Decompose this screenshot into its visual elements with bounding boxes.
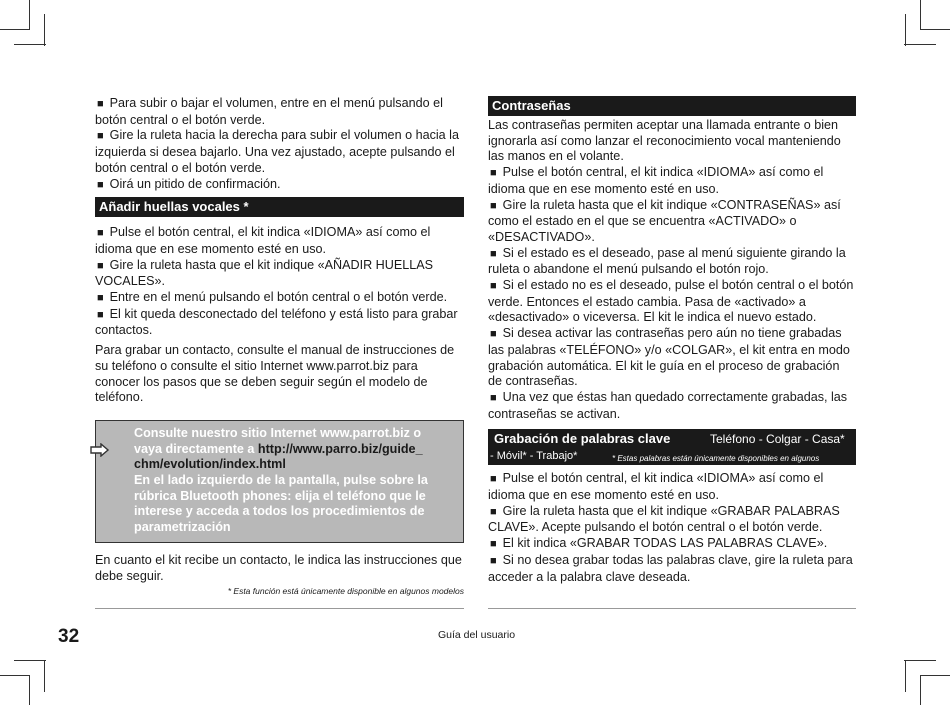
bullet-item: ■ Si el estado no es el deseado, pulse el botón central o el botón verde. Entonces el estado cambia. Pasa de «activado» a «desactivado» o viceversa. El kit le indica el nuevo estado.	[488, 278, 856, 326]
bullet-item: ■ Gire la ruleta hasta que el kit indique «GRABAR PALABRAS CLAVE». Acepte pulsando el botón central o el botón verde.	[488, 504, 856, 536]
section-title-passwords: Contraseñas	[488, 96, 856, 116]
section-title-voice-prints: Añadir huellas vocales *	[95, 197, 464, 217]
section-title-keywords	[488, 429, 856, 465]
keywords-title: Grabación de palabras clave	[494, 431, 671, 447]
bullet-item: ■ Gire la ruleta hasta que el kit indique «AÑADIR HUELLAS VOCALES».	[95, 258, 464, 290]
bullet-item: ■ Si el estado es el deseado, pase al menú siguiente girando la ruleta o abandone el menú pulsando el botón rojo.	[488, 246, 856, 278]
body-paragraph: Las contraseñas permiten aceptar una llamada entrante o bien ignorarla así como lanzar el reconocimiento vocal manteniendo las manos en el volante.	[488, 118, 841, 164]
bullet-item: ■ El kit queda desconectado del teléfono y está listo para grabar contactos.	[95, 307, 464, 339]
bullet-item: ■ Gire la ruleta hasta que el kit indique «CONTRASEÑAS» así como el estado en el que se encuentra «ACTIVADO» o «DESACTIVADO».	[488, 198, 856, 246]
crop-mark	[920, 675, 950, 676]
crop-mark	[920, 29, 950, 30]
crop-mark	[44, 660, 45, 692]
column-divider-line	[488, 608, 856, 609]
footnote: * Esta función está únicamente disponible en algunos modelos	[227, 586, 464, 597]
crop-mark	[905, 14, 906, 46]
crop-mark	[29, 0, 30, 30]
body-paragraph: Para grabar un contacto, consulte el manual de instrucciones de su teléfono o consulte el sitio Internet www.parrot.biz para conocer los pasos que se deben seguir según el modelo de teléfono.	[95, 343, 455, 405]
note-text-part1: Consulte nuestro sitio Internet www.parrot.biz o vaya directamente a	[134, 425, 422, 456]
crop-mark	[904, 660, 936, 661]
bullet-item: ■ Una vez que éstas han quedado correctamente grabadas, las contraseñas se activan.	[488, 390, 856, 422]
crop-mark	[44, 14, 45, 46]
bullet-item: ■ Pulse el botón central, el kit indica «IDIOMA» así como el idioma que en ese momento esté en uso.	[95, 225, 464, 257]
arrow-right-icon	[90, 443, 110, 457]
closing-paragraph: En cuanto el kit recibe un contacto, le indica las instrucciones que debe seguir.	[95, 552, 462, 583]
bullet-item: ■ Para subir o bajar el volumen, entre en el menú pulsando el botón central o el botón verde.	[95, 96, 464, 128]
left-column	[95, 96, 464, 600]
info-note-box	[95, 420, 464, 543]
bullet-item: ■ Pulse el botón central, el kit indica «IDIOMA» así como el idioma que en ese momento esté en uso.	[488, 165, 856, 197]
bullet-item: ■ Si desea activar las contraseñas pero aún no tiene grabadas las palabras «TELÉFONO» y/o «COLGAR», el kit entra en modo grabación automática. El kit le guía en el proceso de grabación de contraseñas.	[488, 326, 856, 390]
keywords-list-b: - Móvil* - Trabajo*	[490, 450, 578, 463]
crop-mark	[0, 675, 30, 676]
crop-mark	[920, 0, 921, 30]
bullet-item: ■ Oirá un pitido de confirmación.	[95, 177, 464, 194]
column-divider-line	[95, 608, 464, 609]
crop-mark	[0, 29, 30, 30]
bullet-item: ■ Entre en el menú pulsando el botón central o el botón verde.	[95, 290, 464, 307]
info-note-text	[134, 426, 434, 536]
note-text-part2: En el lado izquierdo de la pantalla, pulse sobre la rúbrica Bluetooth phones: elija el teléfono que le interese y acceda a todos los procedimientos de parametrización	[134, 473, 428, 535]
footer-guide-title: Guía del usuario	[438, 629, 516, 641]
bullet-item: ■ El kit indica «GRABAR TODAS LAS PALABRAS CLAVE».	[488, 536, 856, 553]
note-link[interactable]: http://www.parro.biz/guide_ chm/evolution/index.html	[134, 441, 423, 472]
keywords-list-a: Teléfono - Colgar - Casa*	[710, 432, 845, 447]
crop-mark	[14, 660, 46, 661]
keywords-note: * Estas palabras están únicamente disponibles en algunos	[612, 454, 820, 464]
bullet-item: ■ Si no desea grabar todas las palabras clave, gire la ruleta para acceder a la palabra clave deseada.	[488, 553, 856, 585]
crop-mark	[920, 675, 921, 705]
crop-mark	[904, 44, 936, 45]
crop-mark	[29, 675, 30, 705]
right-column	[488, 96, 856, 585]
bullet-item: ■ Pulse el botón central, el kit indica «IDIOMA» así como el idioma que en ese momento esté en uso.	[488, 471, 856, 503]
crop-mark	[14, 44, 46, 45]
crop-mark	[905, 660, 906, 692]
page-number: 32	[58, 626, 80, 647]
bullet-item: ■ Gire la ruleta hacia la derecha para subir el volumen o hacia la izquierda si desea bajarlo. Una vez ajustado, acepte pulsando el botón central o el botón verde.	[95, 128, 464, 176]
